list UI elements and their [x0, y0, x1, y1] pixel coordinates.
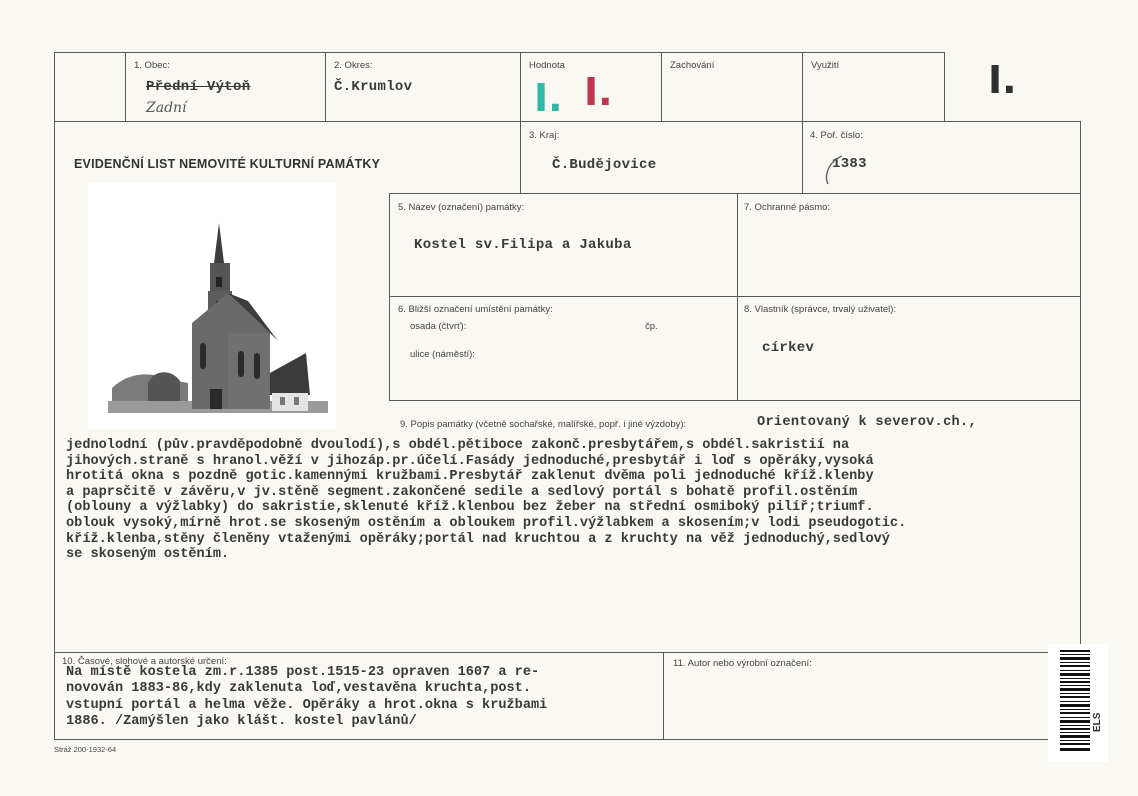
value-por-cislo: 1383 — [832, 156, 867, 172]
top-left-blank-cell — [54, 52, 126, 122]
page-title: EVIDENČNÍ LIST NEMOVITÉ KULTURNÍ PAMÁTKY — [74, 157, 381, 171]
label-cp: čp. — [645, 321, 658, 332]
casove-line: 1886. /Zamýšlen jako klášt. kostel pavlánů/ — [66, 714, 417, 730]
hodnota-mark-teal: I. — [534, 76, 563, 120]
barcode — [1048, 644, 1108, 762]
label-casove: 10. Časové, slohové a autorské určení: — [62, 656, 227, 667]
popis-line: a paprsčitě v závěru,v jv.stěně segment.zakončené sedile a sedlový portál s bohatě profil.ostěním — [66, 484, 858, 500]
label-hodnota: Hodnota — [529, 60, 565, 71]
label-popis: 9. Popis památky (včetně sochařské, malířské, popř. i jiné výzdoby): — [400, 419, 687, 430]
label-kraj: 3. Kraj: — [529, 130, 560, 141]
popis-line: (oblouny a výžlabky) do sakristie,sklenuté kříž.klenbou bez žeber na střední osmiboký pilíř;triumf. — [66, 500, 874, 516]
label-osada: osada (čtvrť): — [410, 321, 467, 332]
value-vlastnik: církev — [762, 340, 815, 356]
church-photo — [88, 183, 336, 429]
label-vlastnik: 8. Vlastník (správce, trvalý uživatel): — [744, 304, 897, 315]
popis-text — [66, 438, 1082, 563]
value-okres: Č.Krumlov — [334, 79, 413, 95]
label-okres: 2. Okres: — [334, 60, 373, 71]
popis-line: hrotitá okna s pozdně gotic.kamennými kružbami.Presbytář zaklenut dvěma poli jednoduché kříž.klenby — [66, 469, 874, 485]
label-por-cislo: 4. Poř. číslo: — [810, 130, 863, 141]
label-vyuziti: Využití — [811, 60, 840, 71]
label-ochranne-pasmo: 7. Ochranné pásmo: — [744, 202, 831, 213]
casove-text — [66, 665, 547, 731]
label-ulice: ulice (náměstí): — [410, 349, 475, 360]
por-cislo-pen-mark — [818, 150, 848, 190]
handwritten-obec: Zadní — [146, 100, 187, 116]
label-obec: 1. Obec: — [134, 60, 170, 71]
popis-line: se skoseným ostěním. — [66, 547, 230, 563]
casove-line: Na místě kostela zm.r.1385 post.1515-23 opraven 1607 a re- — [66, 665, 540, 680]
value-kraj: Č.Budějovice — [552, 157, 657, 173]
hodnota-mark-red: I. — [584, 70, 613, 114]
casove-line: vstupní portál a helma věže. Opěráky a hrot.okna s kružbami — [66, 697, 548, 713]
barcode-text: ELS — [1092, 712, 1103, 732]
popis-line: kříž.klenba,stěny členěny vtaženými opěráky;portál nad kruchtou a z kruchty na věž jednoduchý,sedlový — [66, 531, 890, 547]
label-blizsi: 6. Bližší označení umístění památky: — [398, 304, 553, 315]
label-zachovani: Zachování — [670, 60, 715, 71]
print-code: Stráž 200-1932-64 — [54, 745, 117, 754]
popis-line: oblouk vysoký,mírně hrot.se skoseným ostěním a obloukem profil.výžlabkem a skosením;v lodi pseudogotic. — [66, 515, 907, 531]
label-nazev: 5. Název (označení) památky: — [398, 202, 525, 213]
popis-line: jednolodní (pův.pravděpodobně dvoulodí),s obdél.pětiboce zakonč.presbytářem,s obdél.sakristií na — [66, 438, 850, 453]
top-right-mark: I. — [988, 58, 1017, 102]
popis-line: jihových.straně s hranol.věží v jihozáp.pr.účelí.Fasády jednoduché,presbytář i loď s opěráky,vysoká — [66, 453, 874, 469]
casove-line: novován 1883-86,kdy zaklenuta loď,vestavěna kruchta,post. — [66, 681, 531, 697]
value-obec: Přední Výtoň — [146, 79, 251, 95]
popis-first-line: Orientovaný k severov.ch., — [757, 415, 977, 430]
label-autor: 11. Autor nebo výrobní označení: — [673, 658, 812, 669]
value-nazev: Kostel sv.Filipa a Jakuba — [414, 237, 632, 253]
